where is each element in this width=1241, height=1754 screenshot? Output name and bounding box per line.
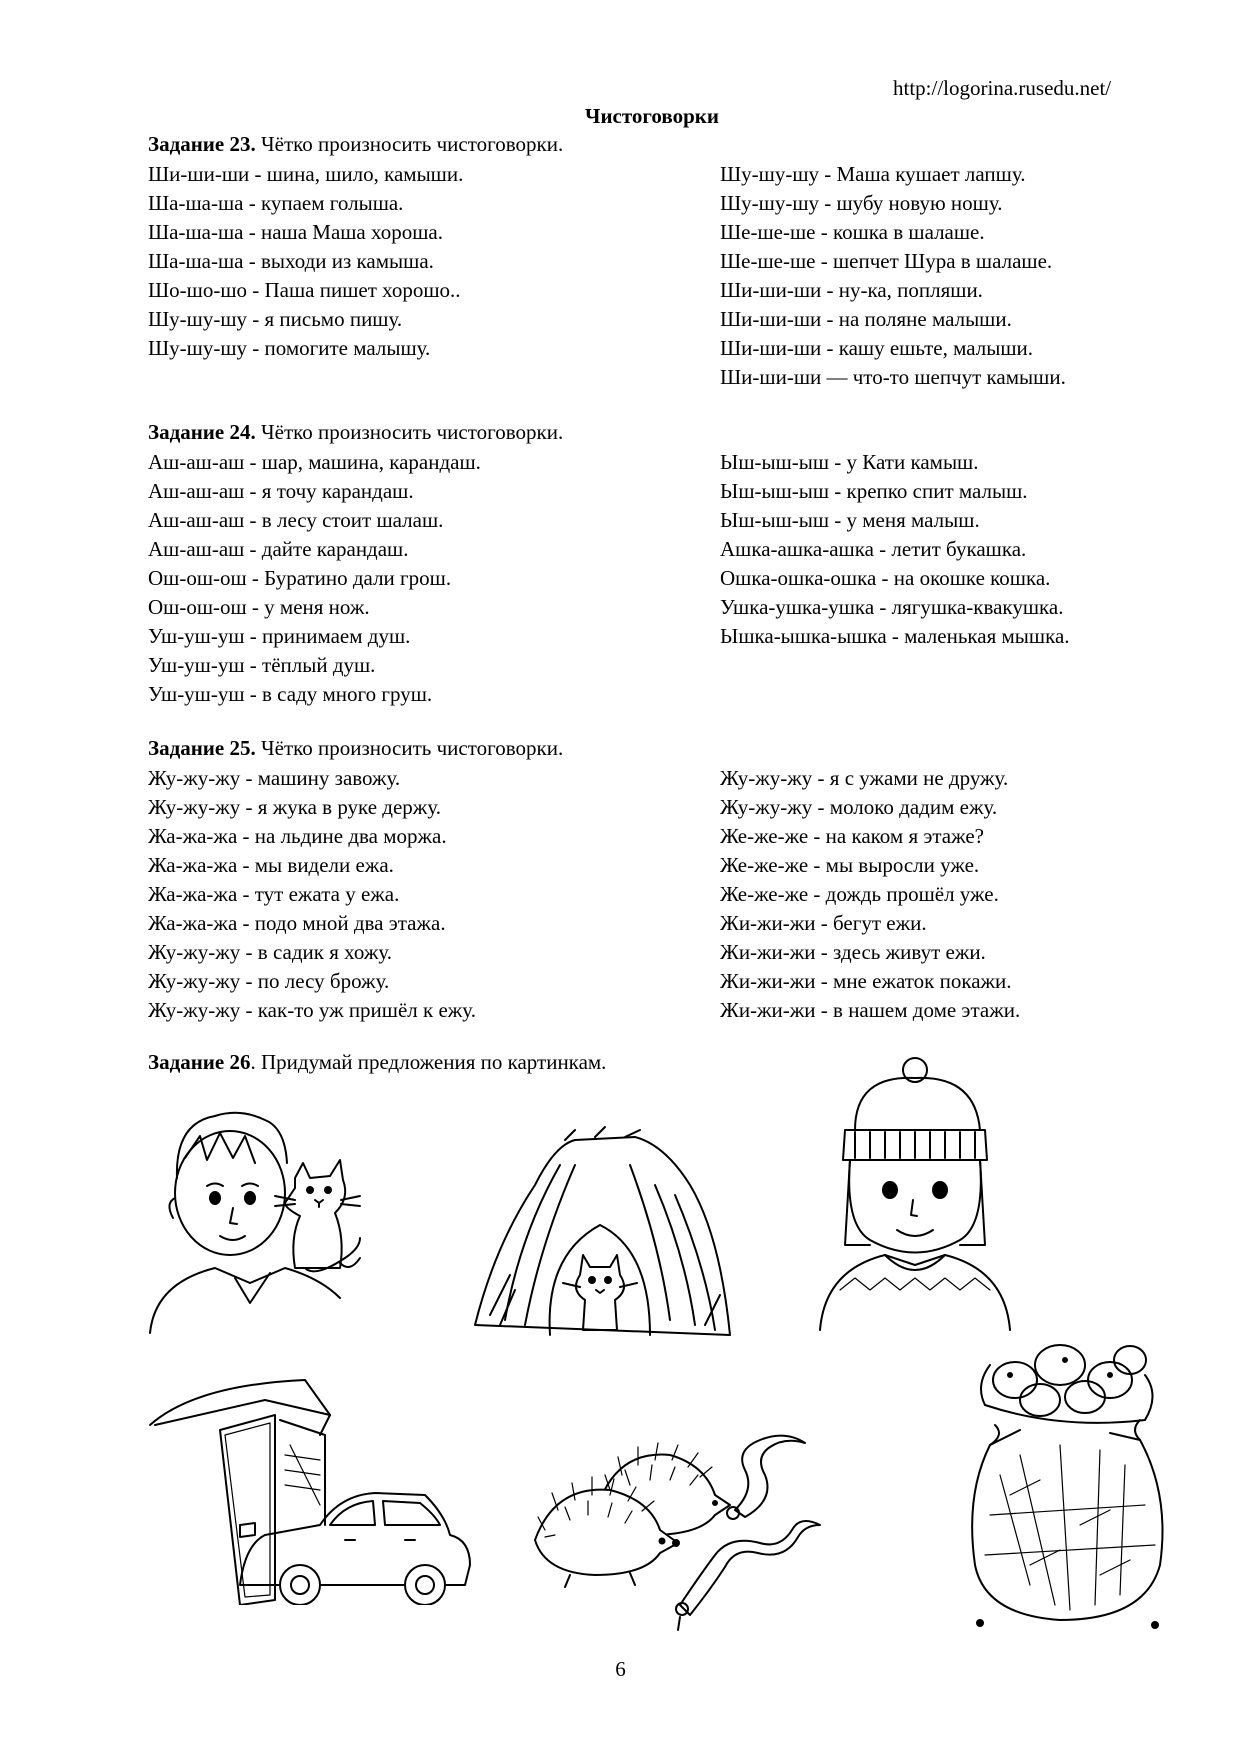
list-item: Жу-жу-жу - по лесу брожу.: [148, 969, 390, 993]
list-item: Жа-жа-жа - на льдине два моржа.: [148, 824, 447, 848]
task-25-left-list: [148, 764, 476, 1025]
list-item: Жу-жу-жу - машину завожу.: [148, 766, 401, 790]
list-item: Ушка-ушка-ушка - лягушка-квакушка.: [720, 595, 1064, 619]
list-item: Аш-аш-аш - в лесу стоит шалаш.: [148, 508, 444, 532]
task-23-left-list: [148, 160, 463, 363]
list-item: Жу-жу-жу - как-то уж пришёл к ежу.: [148, 998, 476, 1022]
page-number: 6: [615, 1657, 626, 1681]
list-item: Жа-жа-жа - тут ежата у ежа.: [148, 882, 400, 906]
list-item: Ышка-ышка-ышка - маленькая мышка.: [720, 624, 1070, 648]
list-item: Ош-ош-ош - Буратино дали грош.: [148, 566, 452, 590]
list-item: Ши-ши-ши — что-то шепчут камыши.: [720, 365, 1066, 389]
list-item: Жи-жи-жи - здесь живут ежи.: [720, 940, 986, 964]
task-26-label: Задание 26: [148, 1050, 251, 1074]
task-24-instruction: Чётко произносить чистоговорки.: [255, 420, 564, 444]
task-25-instruction: Чётко произносить чистоговорки.: [255, 736, 564, 760]
task-25-heading: [148, 736, 563, 761]
task-24-heading: [148, 420, 563, 445]
list-item: Ошка-ошка-ошка - на окошке кошка.: [720, 566, 1051, 590]
list-item: Аш-аш-аш - шар, машина, карандаш.: [148, 450, 481, 474]
list-item: Ше-ше-ше - кошка в шалаше.: [720, 220, 985, 244]
list-item: Ше-ше-ше - шепчет Шура в шалаше.: [720, 249, 1053, 273]
list-item: Ош-ош-ош - у меня нож.: [148, 595, 370, 619]
girl-in-hat-icon: [815, 1050, 1025, 1335]
task-25-right-list: [720, 764, 1020, 1025]
list-item: Жа-жа-жа - мы видели ежа.: [148, 853, 394, 877]
sack-of-potatoes-icon: [960, 1335, 1170, 1630]
list-item: Шу-шу-шу - я письмо пишу.: [148, 307, 403, 331]
task-24-right-list: [720, 448, 1070, 651]
page-title: Чистоговорки: [585, 104, 719, 128]
list-item: Ыш-ыш-ыш - крепко спит малыш.: [720, 479, 1028, 503]
list-item: Жу-жу-жу - я с ужами не дружу.: [720, 766, 1009, 790]
list-item: Уш-уш-уш - принимаем душ.: [148, 624, 411, 648]
task-24-label: Задание 24.: [148, 420, 256, 444]
list-item: Жу-жу-жу - молоко дадим ежу.: [720, 795, 998, 819]
list-item: Ша-ша-ша - выходи из камыша.: [148, 249, 434, 273]
list-item: Ши-ши-ши - шина, шило, камыши.: [148, 162, 464, 186]
boy-with-cat-icon: [145, 1108, 385, 1338]
list-item: Жу-жу-жу - я жука в руке держу.: [148, 795, 441, 819]
source-url[interactable]: http://logorina.rusedu.net/: [893, 76, 1112, 100]
list-item: Жи-жи-жи - бегут ежи.: [720, 911, 927, 935]
list-item: Шо-шо-шо - Паша пишет хорошо..: [148, 278, 461, 302]
task-23-instruction: Чётко произносить чистоговорки.: [255, 132, 564, 156]
list-item: Же-же-же - на каком я этаже?: [720, 824, 984, 848]
list-item: Ыш-ыш-ыш - у меня малыш.: [720, 508, 980, 532]
list-item: Ыш-ыш-ыш - у Кати камыш.: [720, 450, 979, 474]
task-23-label: Задание 23.: [148, 132, 256, 156]
list-item: Уш-уш-уш - в саду много груш.: [148, 682, 433, 706]
list-item: Же-же-же - дождь прошёл уже.: [720, 882, 999, 906]
list-item: Ша-ша-ша - наша Маша хороша.: [148, 220, 443, 244]
list-item: Ши-ши-ши - ну-ка, попляши.: [720, 278, 983, 302]
list-item: Аш-аш-аш - дайте карандаш.: [148, 537, 409, 561]
car-in-garage-icon: [145, 1375, 475, 1605]
task-23-right-list: [720, 160, 1066, 392]
task-25-label: Задание 25.: [148, 736, 256, 760]
task-26-instruction: . Придумай предложения по картинкам.: [250, 1050, 607, 1074]
list-item: Ши-ши-ши - кашу ешьте, малыши.: [720, 336, 1034, 360]
list-item: Шу-шу-шу - помогите малышу.: [148, 336, 431, 360]
list-item: Жи-жи-жи - мне ежаток покажи.: [720, 969, 1012, 993]
list-item: Уш-уш-уш - тёплый душ.: [148, 653, 376, 677]
list-item: Жи-жи-жи - в нашем доме этажи.: [720, 998, 1021, 1022]
hedgehogs-and-snakes-icon: [530, 1425, 860, 1635]
list-item: Шу-шу-шу - шубу новую ношу.: [720, 191, 1003, 215]
list-item: Же-же-же - мы выросли уже.: [720, 853, 980, 877]
list-item: Шу-шу-шу - Маша кушает лапшу.: [720, 162, 1026, 186]
list-item: Ша-ша-ша - купаем голыша.: [148, 191, 404, 215]
task-23-heading: [148, 132, 563, 157]
task-26-heading: [148, 1050, 606, 1075]
list-item: Аш-аш-аш - я точу карандаш.: [148, 479, 414, 503]
list-item: Жа-жа-жа - подо мной два этажа.: [148, 911, 446, 935]
hut-with-cat-icon: [465, 1125, 740, 1340]
list-item: Ши-ши-ши - на поляне малыши.: [720, 307, 1012, 331]
list-item: Ашка-ашка-ашка - летит букашка.: [720, 537, 1027, 561]
list-item: Жу-жу-жу - в садик я хожу.: [148, 940, 392, 964]
task-24-left-list: [148, 448, 481, 709]
